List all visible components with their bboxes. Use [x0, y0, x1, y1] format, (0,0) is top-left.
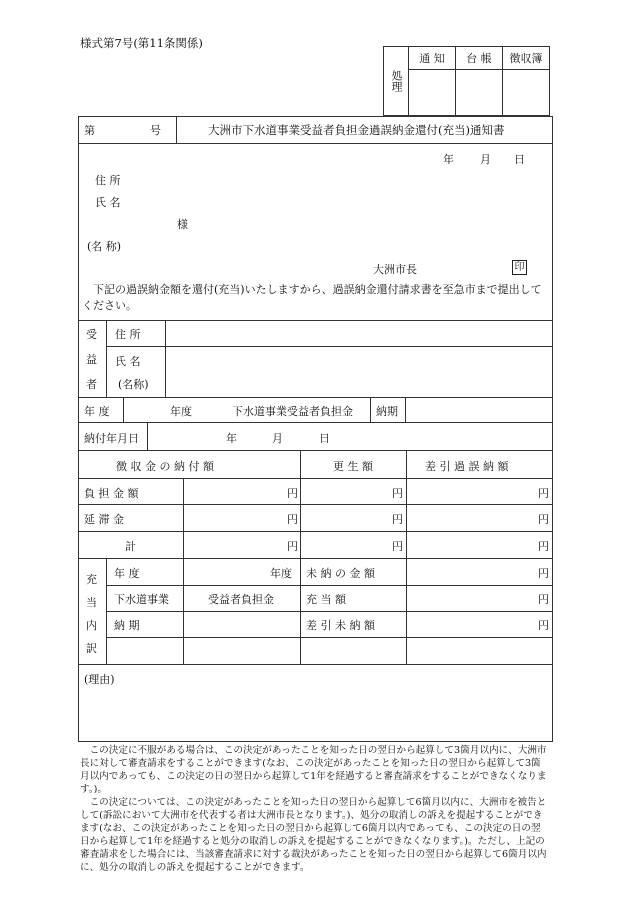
- overpayment-header: 差 引 過 誤 納 額: [425, 460, 509, 473]
- form-number-label: 様式第7号(第11条関係): [80, 36, 203, 50]
- unpaid-amount-label: 未 納 の 金 額: [306, 567, 375, 580]
- main-form-frame: [78, 116, 553, 742]
- amount-row-total: 計: [125, 540, 136, 553]
- amount-row-burden: 負 担 金 額: [84, 487, 139, 500]
- yen-unit: 円: [538, 487, 549, 500]
- stamp-cell-notice[interactable]: [409, 70, 456, 116]
- payment-date-day: 日: [319, 432, 330, 445]
- allocation-fiscal-year-unit: 年度: [270, 567, 292, 580]
- correction-amount-header: 更 生 額: [333, 460, 373, 473]
- fiscal-year-unit: 年度: [170, 405, 192, 418]
- beneficiary-name-label: 氏 名: [115, 355, 141, 368]
- allocation-label-3: 内: [86, 619, 97, 632]
- beneficiary-label-3: 者: [86, 378, 97, 391]
- yen-unit: 円: [287, 513, 298, 526]
- lawsuit-notice: この決定については、この決定があったことを知った日の翌日から起算して6箇月以内に、大洲市を被告として(訴訟において大洲市を代表する者は大洲市長となります。)、処分の取消しの訴えを提起することができます(なお、この決定があったことを知った日の翌日から起算して6箇月以内であっても、この決定の日の翌日から起算して1年を経過すると処分の取消しの訴えを提起することができなくなります。)。ただし、上記の審査請求をした場合には、当該審査請求に対する裁決があったことを知った日の翌日から起算して6箇月以内に、処分の取消しの訴えを提起することができます。: [80, 797, 547, 873]
- number-suffix: 号: [150, 124, 161, 137]
- allocation-fiscal-year-label: 年 度: [114, 567, 140, 580]
- yen-unit: 円: [538, 540, 549, 553]
- number-label: 第: [84, 124, 95, 137]
- yen-unit: 円: [538, 619, 549, 632]
- mayor-label: 大洲市長: [373, 263, 417, 276]
- payment-date-year: 年: [226, 432, 237, 445]
- beneficiary-label-1: 受: [86, 328, 97, 341]
- name-label: 氏 名: [95, 196, 121, 209]
- fiscal-year-label: 年 度: [84, 405, 110, 418]
- date-year: 年: [443, 153, 454, 166]
- payment-period-label: 納期: [376, 405, 398, 418]
- yen-unit: 円: [538, 593, 549, 606]
- date-day: 日: [514, 153, 525, 166]
- stamp-col-collection: 徴収簿: [503, 47, 550, 70]
- yen-unit: 円: [538, 513, 549, 526]
- reason-field[interactable]: [80, 688, 550, 738]
- charge-item: 下水道事業受益者負担金: [232, 405, 353, 418]
- payment-date-month: 月: [272, 432, 283, 445]
- allocation-label-1: 充: [86, 573, 97, 586]
- payment-period-field[interactable]: [406, 398, 551, 422]
- yen-unit: 円: [392, 487, 403, 500]
- allocation-label-4: 訳: [86, 642, 97, 655]
- allocation-label-2: 当: [86, 596, 97, 609]
- address-label: 住 所: [95, 174, 121, 187]
- stamp-cell-ledger[interactable]: [456, 70, 503, 116]
- beneficiary-name-field[interactable]: [166, 347, 551, 397]
- stamp-col-notice: 通 知: [409, 47, 456, 70]
- corporate-name-label: (名 称): [87, 240, 122, 253]
- yen-unit: 円: [392, 540, 403, 553]
- seal-mark: 印: [512, 260, 527, 275]
- instruction-message: 下記の過誤納金額を還付(充当)いたしますから、過誤納金還付請求書を至急市まで提出してください。: [82, 283, 542, 312]
- reason-label: (理由): [84, 673, 115, 686]
- yen-unit: 円: [538, 567, 549, 580]
- processing-stamp-box: [383, 46, 550, 116]
- yen-unit: 円: [287, 487, 298, 500]
- yen-unit: 円: [392, 513, 403, 526]
- beneficiary-address-field[interactable]: [166, 321, 551, 346]
- allocation-project-label: 下水道事業: [114, 593, 169, 606]
- allocated-amount-label: 充 当 額: [306, 593, 346, 606]
- beneficiary-label-2: 益: [86, 353, 97, 366]
- payment-date-label: 納付年月日: [84, 432, 139, 445]
- beneficiary-corporate-label: (名称): [118, 378, 149, 391]
- allocation-period-label: 納 期: [114, 619, 140, 632]
- stamp-cell-collection[interactable]: [503, 70, 550, 116]
- process-label: 処理: [384, 47, 409, 116]
- appeal-notice: この決定に不服がある場合は、この決定があったことを知った日の翌日から起算して3箇月以内に、大洲市長に対して審査請求をすることができます(なお、この決定があったことを知った日の翌日から起算して3箇月以内であっても、この決定の日の翌日から起算して1年を経過すると審査請求をすることができなくなります。)。: [80, 745, 547, 795]
- amount-row-delay: 延 滞 金: [84, 513, 124, 526]
- beneficiary-address-label: 住 所: [115, 328, 141, 341]
- stamp-col-ledger: 台 帳: [456, 47, 503, 70]
- honorific: 様: [177, 218, 188, 231]
- date-month: 月: [480, 153, 491, 166]
- paid-amount-header: 徴 収 金 の 納 付 額: [116, 460, 214, 473]
- document-title: 大洲市下水道事業受益者負担金過誤納金還付(充当)通知書: [208, 123, 505, 137]
- remaining-unpaid-label: 差 引 未 納 額: [306, 619, 375, 632]
- yen-unit: 円: [287, 540, 298, 553]
- allocation-charge-label: 受益者負担金: [208, 593, 274, 606]
